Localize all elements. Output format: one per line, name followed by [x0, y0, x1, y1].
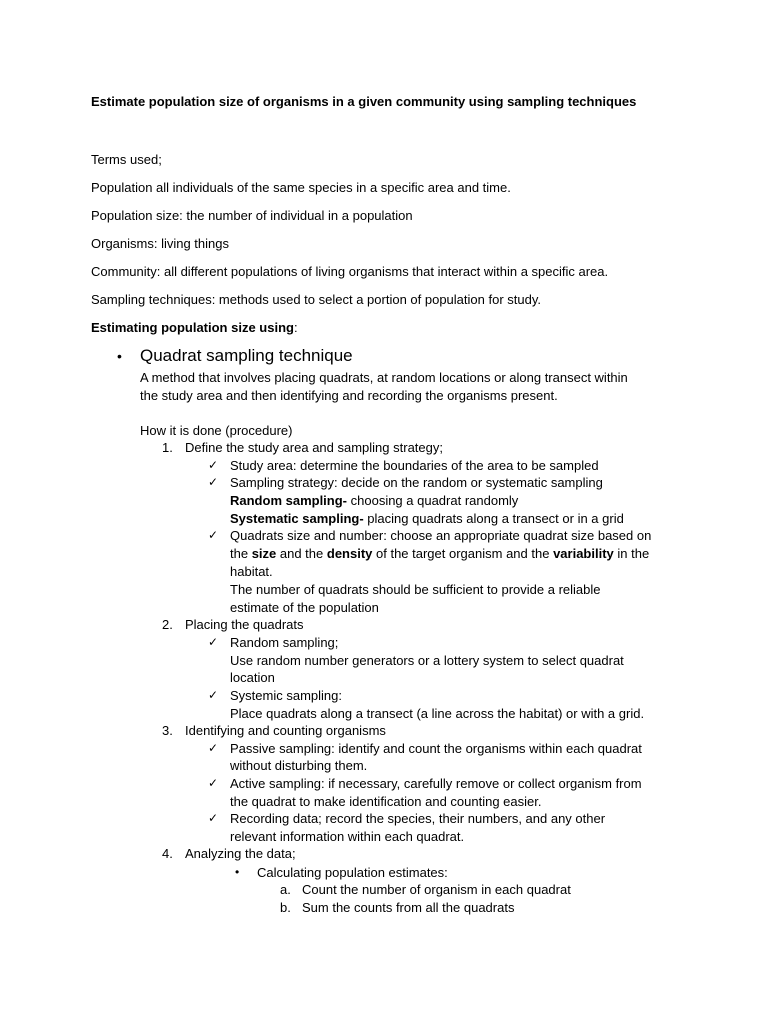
systemic-sampling-item: Systemic sampling:	[230, 688, 342, 703]
size-term: size	[251, 546, 277, 561]
check-icon: ✓	[208, 811, 219, 825]
quadrat-size-line-2	[230, 545, 649, 563]
quadrat-number-line-1: The number of quadrats should be sufficient to provide a reliable	[230, 582, 601, 597]
term-sampling-techniques: Sampling techniques: methods used to select a portion of population for study.	[91, 292, 541, 307]
check-icon: ✓	[208, 776, 219, 790]
study-area-item: Study area: determine the boundaries of the area to be sampled	[230, 458, 599, 473]
procedure-heading: How it is done (procedure)	[140, 423, 293, 438]
quadrat-heading: Quadrat sampling technique	[140, 346, 353, 365]
count-item: Count the number of organism in each quadrat	[302, 882, 571, 897]
calculating-estimates-item: Calculating population estimates:	[257, 865, 448, 880]
term-population-size: Population size: the number of individual in a population	[91, 208, 413, 223]
term-population: Population all individuals of the same species in a specific area and time.	[91, 180, 511, 195]
step-1-text: Define the study area and sampling strategy;	[185, 440, 443, 455]
quadrat-description: A method that involves placing quadrats, at random locations or along transect within	[140, 370, 628, 385]
step-number: 2.	[162, 617, 173, 632]
document-title: Estimate population size of organisms in a given community using sampling techniques	[91, 94, 637, 109]
density-term: density	[326, 546, 373, 561]
quadrat-description: the study area and then identifying and recording the organisms present.	[140, 388, 558, 403]
bullet-icon: •	[117, 348, 122, 364]
quadrat-size-item: Quadrats size and number: choose an appropriate quadrat size based on	[230, 528, 652, 543]
check-icon: ✓	[208, 458, 219, 472]
random-sampling-term: Random sampling-	[230, 493, 348, 508]
text-run: the	[230, 546, 252, 561]
text-run: and the	[276, 546, 327, 561]
random-sampling-line-2: location	[230, 670, 275, 685]
list-label: b.	[280, 900, 291, 915]
systematic-sampling-term: Systematic sampling-	[230, 511, 364, 526]
check-icon: ✓	[208, 475, 219, 489]
text-run: of the target organism and the	[372, 546, 554, 561]
passive-sampling-line-2: without disturbing them.	[230, 758, 368, 773]
random-sampling-line-1: Use random number generators or a lottery system to select quadrat	[230, 653, 624, 668]
sum-item: Sum the counts from all the quadrats	[302, 900, 515, 915]
step-number: 4.	[162, 846, 173, 861]
quadrat-number-line-2: estimate of the population	[230, 600, 379, 615]
step-4-text: Analyzing the data;	[185, 846, 296, 861]
variability-term: variability	[553, 546, 614, 561]
check-icon: ✓	[208, 528, 219, 542]
text-run: in the	[613, 546, 650, 561]
list-label: a.	[280, 882, 291, 897]
systematic-sampling-desc: placing quadrats along a transect or in a grid	[363, 511, 624, 526]
random-sampling-desc: choosing a quadrat randomly	[347, 493, 519, 508]
sampling-strategy-item: Sampling strategy: decide on the random or systematic sampling	[230, 475, 603, 490]
step-number: 3.	[162, 723, 173, 738]
step-2-text: Placing the quadrats	[185, 617, 304, 632]
random-sampling-item: Random sampling;	[230, 635, 339, 650]
active-sampling-line-2: the quadrat to make identification and counting easier.	[230, 794, 542, 809]
check-icon: ✓	[208, 741, 219, 755]
bullet-icon: •	[235, 865, 240, 879]
check-icon: ✓	[208, 635, 219, 649]
quadrat-size-line-3: habitat.	[230, 564, 273, 579]
estimating-heading	[91, 319, 298, 337]
terms-heading: Terms used;	[91, 152, 162, 167]
estimating-heading-bold: Estimating population size using	[91, 320, 294, 335]
recording-data-line-2: relevant information within each quadrat.	[230, 829, 465, 844]
systematic-sampling-definition	[230, 510, 624, 528]
recording-data-line-1: Recording data; record the species, their numbers, and any other	[230, 811, 606, 826]
term-community: Community: all different populations of living organisms that interact within a specific area.	[91, 264, 609, 279]
passive-sampling-line-1: Passive sampling: identify and count the organisms within each quadrat	[230, 741, 642, 756]
step-3-text: Identifying and counting organisms	[185, 723, 386, 738]
estimating-heading-colon: :	[293, 320, 298, 335]
step-number: 1.	[162, 440, 173, 455]
systemic-sampling-line: Place quadrats along a transect (a line across the habitat) or with a grid.	[230, 706, 645, 721]
term-organisms: Organisms: living things	[91, 236, 229, 251]
random-sampling-definition	[230, 492, 518, 510]
check-icon: ✓	[208, 688, 219, 702]
active-sampling-line-1: Active sampling: if necessary, carefully remove or collect organism from	[230, 776, 642, 791]
